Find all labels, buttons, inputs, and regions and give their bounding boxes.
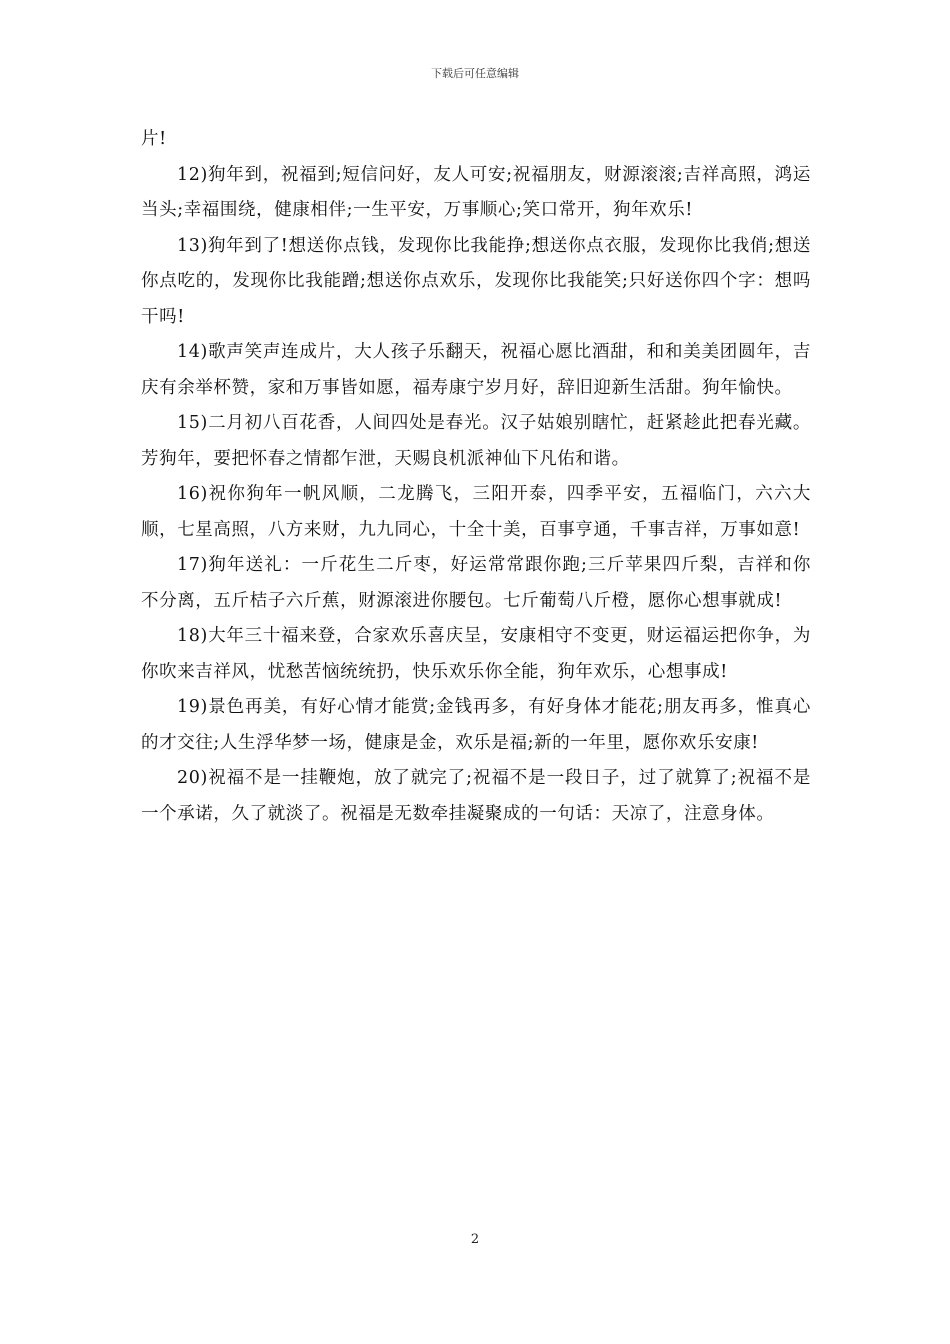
paragraph-13: 13)狗年到了!想送你点钱，发现你比我能挣;想送你点衣服，发现你比我俏;想送你点吃的，发现你比我能蹭;想送你点欢乐，发现你比我能笑;只好送你四个字：想吗干吗!	[141, 235, 811, 327]
page-number: 2	[470, 1232, 480, 1247]
paragraph-18: 18)大年三十福来登，合家欢乐喜庆呈，安康相守不变更，财运福运把你争，为你吹来吉祥风，忧愁苦恼统统扔，快乐欢乐你全能，狗年欢乐，心想事成!	[141, 626, 811, 682]
paragraph-12: 12)狗年到，祝福到;短信问好，友人可安;祝福朋友，财源滚滚;吉祥高照，鸿运当头;幸福围绕，健康相伴;一生平安，万事顺心;笑口常开，狗年欢乐!	[141, 164, 811, 220]
paragraph-16: 16)祝你狗年一帆风顺，二龙腾飞，三阳开泰，四季平安，五福临门，六六大顺，七星高照，八方来财，九九同心，十全十美，百事亨通，千事吉祥，万事如意!	[141, 484, 811, 540]
document-body	[141, 122, 811, 832]
paragraph-17: 17)狗年送礼：一斤花生二斤枣，好运常常跟你跑;三斤苹果四斤梨，吉祥和你不分离，五斤桔子六斤蕉，财源滚进你腰包。七斤葡萄八斤橙，愿你心想事就成!	[141, 555, 811, 611]
paragraph-continuation: 片!	[141, 129, 167, 149]
paragraph-19: 19)景色再美，有好心情才能赏;金钱再多，有好身体才能花;朋友再多，惟真心的才交往;人生浮华梦一场，健康是金，欢乐是福;新的一年里，愿你欢乐安康!	[141, 697, 811, 753]
page-header: 下载后可任意编辑	[431, 67, 519, 80]
paragraph-15: 15)二月初八百花香，人间四处是春光。汉子姑娘别瞎忙，赶紧趁此把春光藏。芳狗年，要把怀春之情都乍泄，天赐良机派神仙下凡佑和谐。	[141, 413, 811, 469]
paragraph-20: 20)祝福不是一挂鞭炮，放了就完了;祝福不是一段日子，过了就算了;祝福不是一个承诺，久了就淡了。祝福是无数牵挂凝聚成的一句话：天凉了，注意身体。	[141, 768, 811, 824]
paragraph-14: 14)歌声笑声连成片，大人孩子乐翻天，祝福心愿比酒甜，和和美美团圆年，吉庆有余举杯赞，家和万事皆如愿，福寿康宁岁月好，辞旧迎新生活甜。狗年愉快。	[141, 342, 811, 398]
